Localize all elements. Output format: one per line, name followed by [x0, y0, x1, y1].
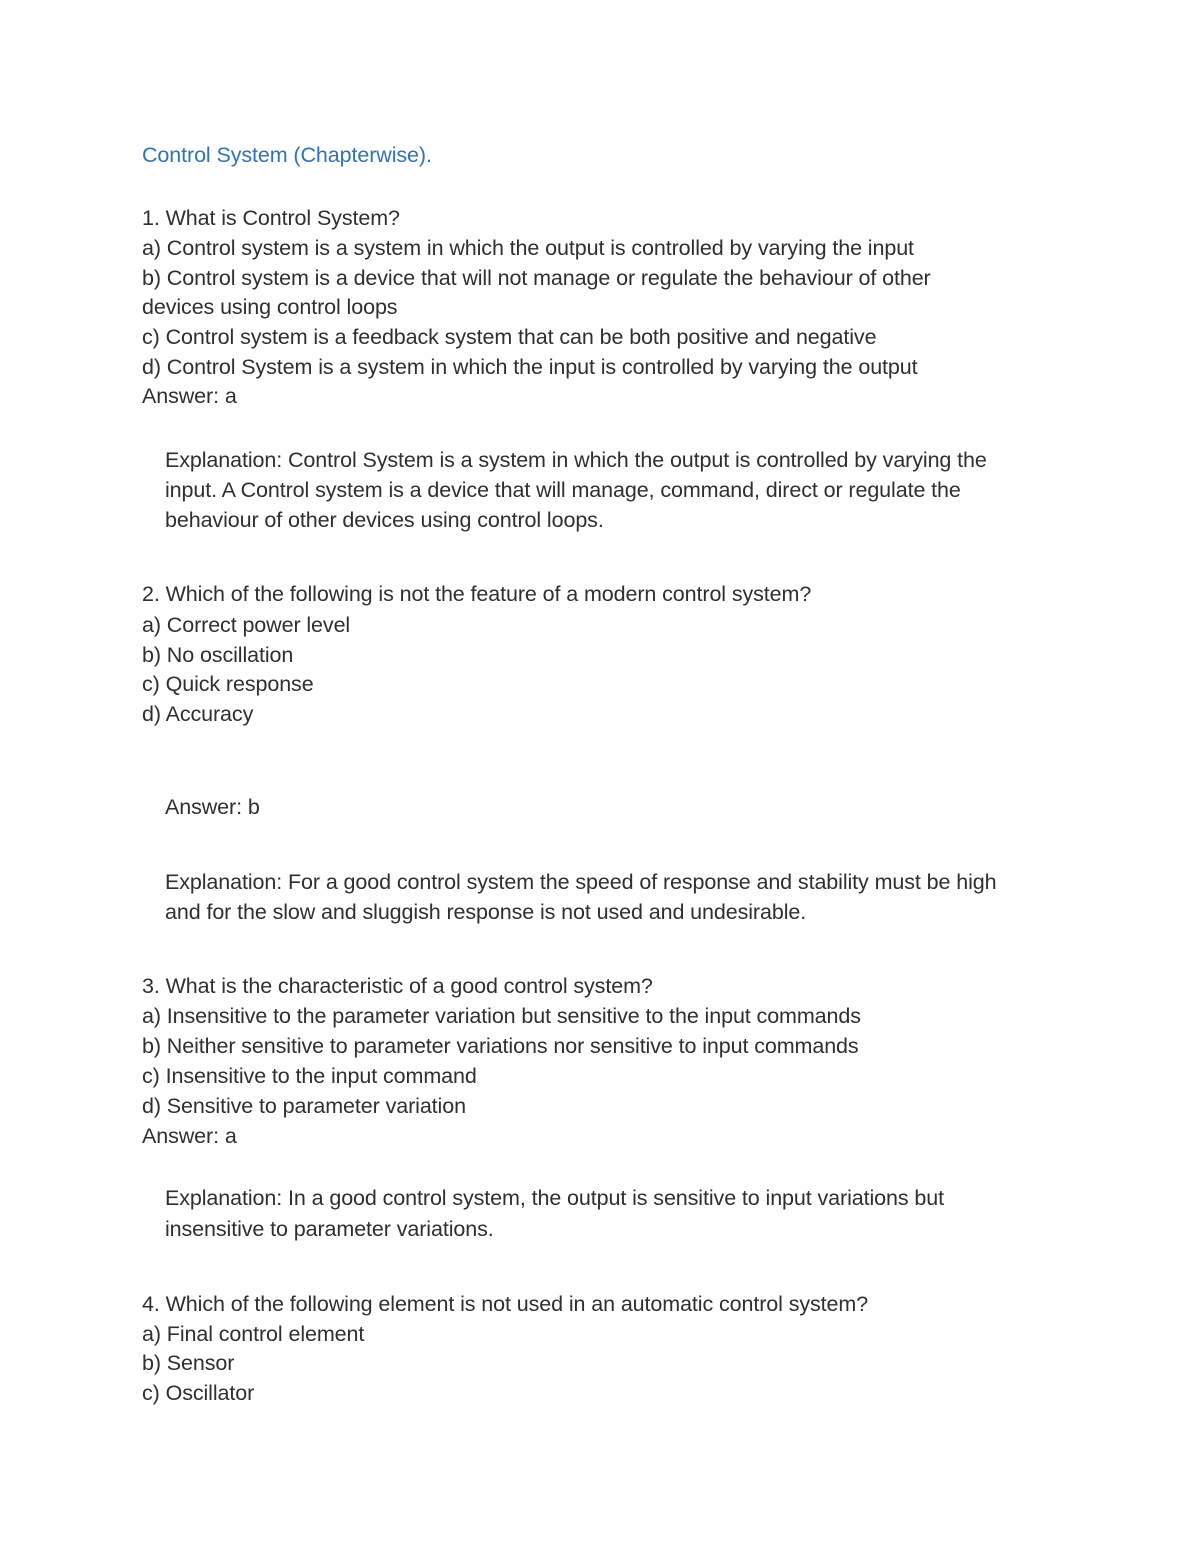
question-1-explanation-line-3: behaviour of other devices using control loops.	[165, 508, 604, 532]
page-title: Control System (Chapterwise).	[142, 143, 432, 167]
question-1-option-d: d) Control System is a system in which the input is controlled by varying the output	[142, 355, 918, 379]
question-1-option-b-continued: devices using control loops	[142, 295, 398, 319]
question-3-option-b: b) Neither sensitive to parameter variations nor sensitive to input commands	[142, 1034, 859, 1058]
question-2-answer: Answer: b	[165, 795, 260, 819]
question-3-text: 3. What is the characteristic of a good control system?	[142, 974, 653, 998]
question-3-explanation-line-2: insensitive to parameter variations.	[165, 1217, 494, 1241]
question-1-explanation-line-1: Explanation: Control System is a system in which the output is controlled by varying the	[165, 448, 987, 472]
question-4-text: 4. Which of the following element is not used in an automatic control system?	[142, 1292, 869, 1316]
question-2-text: 2. Which of the following is not the feature of a modern control system?	[142, 582, 812, 606]
question-1-explanation-line-2: input. A Control system is a device that will manage, command, direct or regulate the	[165, 478, 961, 502]
question-1-option-a: a) Control system is a system in which the output is controlled by varying the input	[142, 236, 914, 260]
question-3-option-c: c) Insensitive to the input command	[142, 1064, 477, 1088]
question-1-option-c: c) Control system is a feedback system that can be both positive and negative	[142, 325, 877, 349]
question-2-explanation-line-2: and for the slow and sluggish response is not used and undesirable.	[165, 900, 807, 924]
question-4-option-b: b) Sensor	[142, 1351, 235, 1375]
question-3-option-a: a) Insensitive to the parameter variation but sensitive to the input commands	[142, 1004, 861, 1028]
question-1-option-b: b) Control system is a device that will not manage or regulate the behaviour of other	[142, 266, 931, 290]
question-2-option-d: d) Accuracy	[142, 702, 254, 726]
question-1-text: 1. What is Control System?	[142, 206, 400, 230]
question-4-option-a: a) Final control element	[142, 1322, 365, 1346]
question-3-answer: Answer: a	[142, 1124, 237, 1148]
question-2-explanation-line-1: Explanation: For a good control system the speed of response and stability must be high	[165, 870, 997, 894]
question-2-option-a: a) Correct power level	[142, 613, 351, 637]
question-3-explanation-line-1: Explanation: In a good control system, the output is sensitive to input variations but	[165, 1186, 944, 1210]
question-2-option-b: b) No oscillation	[142, 643, 294, 667]
question-2-option-c: c) Quick response	[142, 672, 314, 696]
question-4-option-c: c) Oscillator	[142, 1381, 255, 1405]
question-1-answer: Answer: a	[142, 384, 237, 408]
question-3-option-d: d) Sensitive to parameter variation	[142, 1094, 466, 1118]
